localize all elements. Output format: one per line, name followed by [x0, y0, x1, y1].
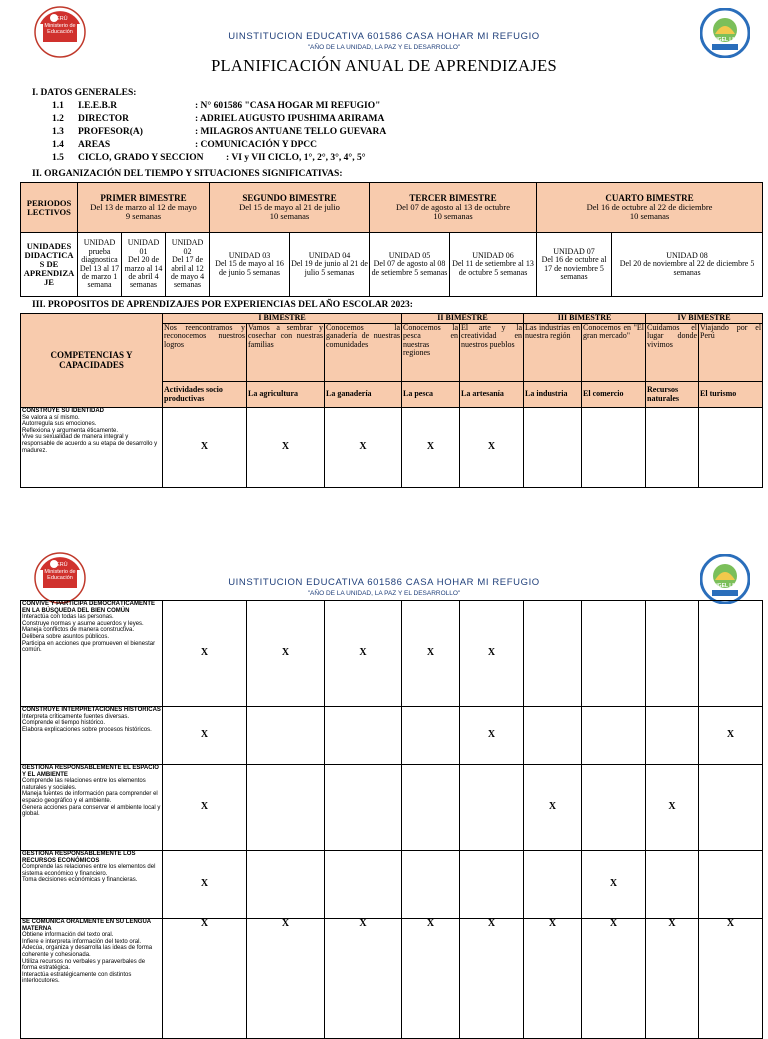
- mark-cell: [460, 765, 524, 851]
- unit-name: UNIDAD 06: [472, 250, 514, 260]
- capacity-item: Se valora a sí mismo.: [22, 414, 80, 421]
- unit-detail: Del 11 de setiembre al 13 de octubre 5 semanas: [452, 259, 534, 277]
- competency-title: SE COMUNICA ORALMENTE EN SU LENGUA MATERNA: [22, 919, 151, 932]
- competency-title: CONSTRUYE INTERPRETACIONES HISTÓRICAS: [22, 707, 161, 713]
- competency-title: CONVIVE Y PARTICIPA DEMOCRÁTICAMENTE EN LA BÚSQUEDA DEL BIEN COMÚN: [22, 601, 156, 614]
- mark-cell: X: [460, 601, 524, 707]
- mark-cell: X: [460, 707, 524, 765]
- mark-cell: [402, 707, 460, 765]
- unit-detail: prueba diagnostica Del 13 al 17 de marzo 1 semana: [79, 246, 120, 290]
- section3-heading: III. PROPOSITOS DE APRENDIZAJES POR EXPERIENCIAS DEL AÑO ESCOLAR 2023:: [32, 300, 413, 310]
- capacity-item: Maneja conflictos de manera constructiva.: [22, 627, 135, 634]
- competency-row: [21, 851, 763, 919]
- bimestre-header: I BIMESTRE: [163, 314, 402, 324]
- unit-cell: [450, 233, 537, 297]
- situation-cell: Conocemos la ganadería de nuestras comunidades: [325, 324, 402, 382]
- bimestre-name: SEGUNDO BIMESTRE: [242, 192, 337, 203]
- capacity-item: Reflexiona y argumenta éticamente.: [22, 427, 119, 434]
- unit-cell: [210, 233, 290, 297]
- gen-label: PROFESOR(A): [78, 127, 143, 137]
- mark-cell: X: [325, 408, 402, 488]
- bimestre-weeks: 9 semanas: [125, 211, 162, 222]
- bimestre-weeks: 10 semanas: [629, 211, 670, 222]
- mark-cell: [524, 707, 582, 765]
- unit-cell: [370, 233, 450, 297]
- section1-heading: I. DATOS GENERALES:: [32, 88, 137, 98]
- units-label: UNIDADES DIDACTICA S DE APRENDIZA JE: [21, 233, 78, 297]
- unit-name: UNIDAD: [83, 238, 116, 248]
- competency-row: [21, 601, 763, 707]
- mark-cell: [582, 765, 646, 851]
- units-row: [21, 233, 763, 297]
- gen-value: : N° 601586 "CASA HOGAR MI REFUGIO": [195, 101, 381, 111]
- gen-label: I.E.E.B.R: [78, 101, 118, 111]
- mark-cell: [699, 765, 763, 851]
- bimestre-header: II BIMESTRE: [402, 314, 524, 324]
- mark-cell: [325, 765, 402, 851]
- competency-row: [21, 765, 763, 851]
- institution-motto: "AÑO DE LA UNIDAD, LA PAZ Y EL DESARROLLO": [307, 44, 461, 51]
- mark-cell: X: [524, 765, 582, 851]
- institution-name: UINSTITUCION EDUCATIVA 601586 CASA HOHAR MI REFUGIO: [228, 577, 540, 588]
- mark-cell: X: [247, 919, 325, 1039]
- gen-value: : VI y VII CICLO, 1°, 2°, 3°, 4°, 5°: [226, 153, 366, 163]
- bimestre-cell: [210, 183, 370, 233]
- capacity-item: Construye normas y asume acuerdos y leyes.: [22, 620, 144, 627]
- mark-cell: [325, 851, 402, 919]
- capacity-item: Comprende el tiempo histórico.: [22, 720, 106, 727]
- gen-num: 1.4: [52, 140, 64, 150]
- unit-cell: [290, 233, 370, 297]
- bimestre-header: IV BIMESTRE: [646, 314, 763, 324]
- gen-num: 1.1: [52, 101, 64, 111]
- unit-detail: Del 15 de mayo al 16 de junio 5 semanas: [215, 259, 284, 277]
- gen-value: : MILAGROS ANTUANE TELLO GUEVARA: [195, 127, 387, 137]
- logo-left-text: PERÚ Ministerio de Educación: [44, 16, 76, 36]
- bimestre-cell: [370, 183, 537, 233]
- institution-motto: "AÑO DE LA UNIDAD, LA PAZ Y EL DESARROLLO": [307, 590, 461, 597]
- unit-detail: Del 20 de marzo al 14 de abril 4 semanas: [124, 255, 163, 290]
- purposes-bimestre-row: [21, 314, 763, 324]
- capacity-item: Obtiene información del texto oral.: [22, 932, 114, 939]
- bimestre-name: PRIMER BIMESTRE: [100, 192, 187, 203]
- capacity-item: Interactúa estratégicamente con distintos interlocutores.: [22, 971, 132, 985]
- gen-value: : COMUNICACIÓN Y DPCC: [195, 140, 317, 150]
- mark-cell: [646, 601, 699, 707]
- topic-cell: La pesca: [402, 382, 460, 408]
- bimestre-dates: Del 15 de mayo al 21 de julio: [239, 202, 340, 213]
- mark-cell: X: [460, 408, 524, 488]
- competency-row: [21, 707, 763, 765]
- capacity-item: Delibera sobre asuntos públicos.: [22, 633, 110, 640]
- mark-cell: X: [699, 707, 763, 765]
- competency-row: [21, 408, 763, 488]
- unit-name: UNIDAD 05: [388, 250, 431, 260]
- unit-detail: Del 20 de noviembre al 22 de diciembre 5 semanas: [619, 259, 755, 277]
- mark-cell: [582, 408, 646, 488]
- unit-name: UNIDAD 08: [666, 250, 708, 260]
- gen-label: CICLO, GRADO Y SECCION: [78, 153, 204, 163]
- mark-cell: [247, 851, 325, 919]
- mark-cell: X: [402, 408, 460, 488]
- mark-cell: X: [402, 919, 460, 1039]
- competency-cell: [21, 851, 163, 919]
- mark-cell: X: [163, 601, 247, 707]
- bimestre-dates: Del 07 de agosto al 13 de octubre: [396, 202, 511, 213]
- bimestre-cell: [78, 183, 210, 233]
- unit-name: UNIDAD 01: [127, 238, 160, 256]
- capacity-item: Maneja fuentes de información para comprender el espacio geográfico y el ambiente.: [22, 791, 158, 804]
- capacity-item: Elabora explicaciones sobre procesos históricos.: [22, 726, 152, 733]
- bimestre-weeks: 10 semanas: [433, 211, 473, 222]
- competency-cell: [21, 601, 163, 707]
- gen-label: AREAS: [78, 140, 111, 150]
- unit-detail: Del 07 de agosto al 08 de setiembre 5 semanas: [371, 259, 448, 277]
- mark-cell: X: [163, 765, 247, 851]
- gen-num: 1.2: [52, 114, 64, 124]
- page-title: PLANIFICACIÓN ANUAL DE APRENDIZAJES: [211, 56, 557, 75]
- mark-cell: X: [582, 851, 646, 919]
- section2-heading: II. ORGANIZACIÓN DEL TIEMPO Y SITUACIONES SIGNIFICATIVAS:: [32, 169, 343, 179]
- unit-cell: [537, 233, 612, 297]
- capacity-item: Infiere e interpreta información del texto oral.: [22, 938, 142, 945]
- mark-cell: [247, 765, 325, 851]
- bimestre-weeks: 10 semanas: [269, 211, 310, 222]
- mark-cell: X: [582, 919, 646, 1039]
- situation-cell: Conocemos la pesca en nuestras regiones: [402, 324, 460, 382]
- gen-label: DIRECTOR: [78, 114, 130, 124]
- unit-cell: [612, 233, 763, 297]
- mark-cell: X: [247, 601, 325, 707]
- mark-cell: [524, 851, 582, 919]
- capacity-item: Comprende las relaciones entre los elementos naturales y sociales.: [22, 778, 146, 791]
- situation-cell: Viajando por el Perú: [699, 324, 763, 382]
- logo-right-text: UGEL LN: [714, 37, 736, 43]
- page2-header: [0, 546, 768, 606]
- periods-label: PERIODOS LECTIVOS: [21, 183, 78, 233]
- unit-name: UNIDAD 04: [308, 250, 351, 260]
- competencies-header: COMPETENCIAS Y CAPACIDADES: [21, 314, 163, 408]
- unit-cell: [122, 233, 166, 297]
- mark-cell: X: [646, 919, 699, 1039]
- time-organization-table: [20, 182, 763, 297]
- bimestre-cell: [537, 183, 763, 233]
- mark-cell: [646, 851, 699, 919]
- mark-cell: [699, 408, 763, 488]
- page1-header: [0, 0, 768, 60]
- topic-cell: La artesanía: [460, 382, 524, 408]
- mark-cell: [325, 707, 402, 765]
- unit-name: UNIDAD 03: [228, 250, 271, 260]
- capacity-item: Utiliza recursos no verbales y paraverbales de forma estratégica.: [22, 958, 146, 972]
- mark-cell: X: [163, 408, 247, 488]
- competency-cell: [21, 919, 163, 1039]
- mark-cell: X: [163, 919, 247, 1039]
- mark-cell: [699, 851, 763, 919]
- competency-cell: [21, 408, 163, 488]
- mark-cell: [524, 601, 582, 707]
- situation-cell: Las industrias en nuestra región: [524, 324, 582, 382]
- competency-cell: [21, 765, 163, 851]
- capacity-item: Comprende las relaciones entre los elementos del sistema económico y financiero.: [22, 864, 156, 877]
- competency-cell: [21, 707, 163, 765]
- competency-title: CONSTRUYE SU IDENTIDAD: [22, 408, 105, 414]
- mark-cell: [524, 408, 582, 488]
- bimestre-header: III BIMESTRE: [524, 314, 646, 324]
- purposes-table-continued: [20, 600, 763, 1039]
- gen-num: 1.3: [52, 127, 64, 137]
- mark-cell: [646, 707, 699, 765]
- mark-cell: X: [460, 919, 524, 1039]
- competency-title: GESTIONA RESPONSABLEMENTE EL ESPACIO Y EL AMBIENTE: [22, 765, 159, 778]
- bimestre-dates: Del 16 de octubre al 22 de diciembre: [586, 202, 713, 213]
- mark-cell: X: [325, 601, 402, 707]
- bimestre-dates: Del 13 de marzo al 12 de mayo: [90, 202, 197, 213]
- mark-cell: [646, 408, 699, 488]
- unit-name: UNIDAD 07: [553, 246, 595, 256]
- situation-cell: Conocemos en "El gran mercado": [582, 324, 646, 382]
- bimestre-name: CUARTO BIMESTRE: [605, 192, 694, 203]
- situation-cell: Cuidamos el lugar donde vivimos: [646, 324, 699, 382]
- institution-name: UINSTITUCION EDUCATIVA 601586 CASA HOHAR MI REFUGIO: [228, 31, 540, 42]
- mark-cell: X: [163, 707, 247, 765]
- unit-name: UNIDAD 02: [171, 238, 204, 256]
- mark-cell: X: [524, 919, 582, 1039]
- unit-cell: [166, 233, 210, 297]
- capacity-item: Toma decisiones económicas y financieras.: [22, 877, 138, 884]
- gen-num: 1.5: [52, 153, 64, 163]
- competency-title: GESTIONA RESPONSABLEMENTE LOS RECURSOS ECONÓMICOS: [22, 851, 136, 864]
- mark-cell: X: [325, 919, 402, 1039]
- unit-cell: [78, 233, 122, 297]
- topic-cell: La ganadería: [325, 382, 402, 408]
- situation-cell: Nos reencontramos y reconocemos nuestros logros: [163, 324, 247, 382]
- unit-detail: Del 19 de junio al 21 de julio 5 semanas: [291, 259, 368, 277]
- mark-cell: [247, 707, 325, 765]
- mark-cell: X: [646, 765, 699, 851]
- capacity-item: Adecúa, organiza y desarrolla las ideas de forma coherente y cohesionada.: [22, 945, 153, 958]
- mark-cell: [699, 601, 763, 707]
- topic-cell: El comercio: [582, 382, 646, 408]
- capacity-item: Genera acciones para conservar el ambiente local y global.: [22, 804, 161, 818]
- competency-row: [21, 919, 763, 1039]
- situation-cell: El arte y la creatividad en nuestros pueblos: [460, 324, 524, 382]
- capacity-item: Autorregula sus emociones.: [22, 421, 97, 428]
- mark-cell: X: [247, 408, 325, 488]
- topic-cell: Actividades socio productivas: [163, 382, 247, 408]
- topic-cell: Recursos naturales: [646, 382, 699, 408]
- bimestre-name: TERCER BIMESTRE: [409, 192, 497, 203]
- unit-detail: Del 17 de abril al 12 de mayo 4 semanas: [170, 255, 205, 290]
- gen-value: : ADRIEL AUGUSTO IPUSHIMA ARIRAMA: [195, 114, 385, 124]
- capacity-item: Vive su sexualidad de manera integral y responsable de acuerdo a su etapa de desarrollo y madurez.: [22, 434, 158, 454]
- capacity-item: Interpreta críticamente fuentes diversas.: [22, 713, 130, 720]
- logo-left-text: PERÚ Ministerio de Educación: [44, 562, 76, 582]
- situation-cell: Vamos a sembrar y cosechar con nuestras familias: [247, 324, 325, 382]
- mark-cell: X: [402, 601, 460, 707]
- topic-cell: La agricultura: [247, 382, 325, 408]
- periods-row: [21, 183, 763, 233]
- unit-detail: Del 16 de octubre al 17 de noviembre 5 semanas: [541, 255, 607, 281]
- mark-cell: [582, 707, 646, 765]
- mark-cell: [402, 765, 460, 851]
- capacity-item: Participa en acciones que promueven el bienestar común.: [22, 640, 156, 654]
- capacity-item: Interactúa con todas las personas.: [22, 614, 114, 621]
- topic-cell: El turismo: [699, 382, 763, 408]
- mark-cell: [582, 601, 646, 707]
- logo-right-text: UGEL LN: [714, 583, 736, 589]
- mark-cell: [460, 851, 524, 919]
- mark-cell: X: [699, 919, 763, 1039]
- mark-cell: X: [163, 851, 247, 919]
- purposes-table: [20, 313, 763, 488]
- mark-cell: [402, 851, 460, 919]
- topic-cell: La industria: [524, 382, 582, 408]
